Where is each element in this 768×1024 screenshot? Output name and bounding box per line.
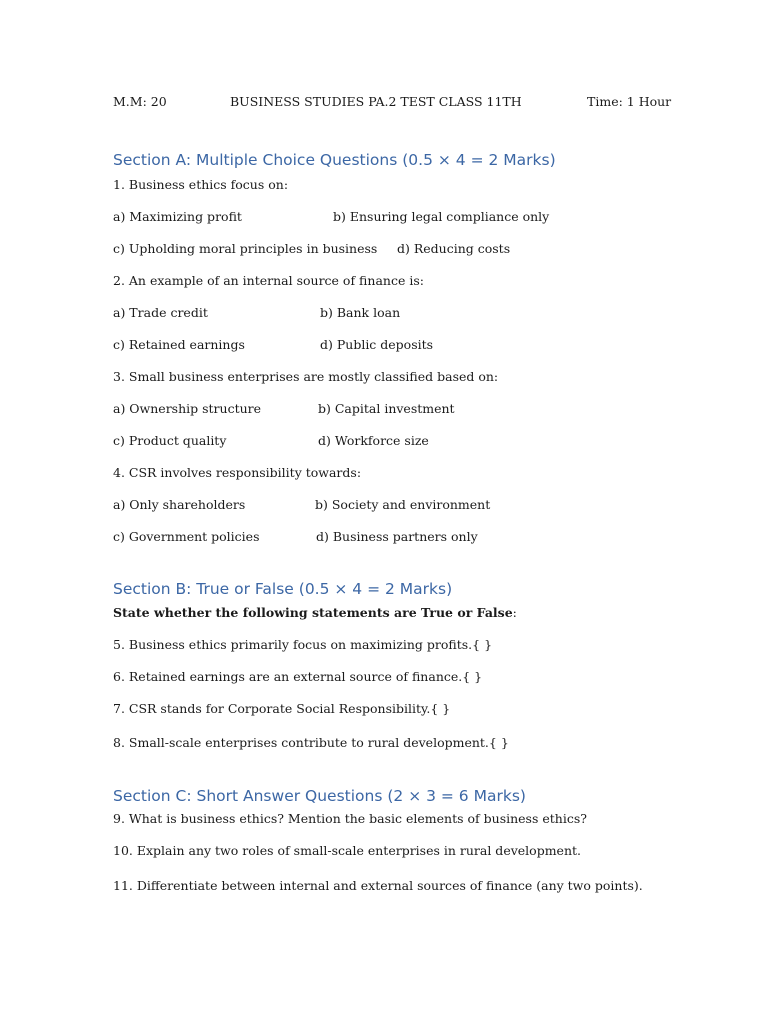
max-marks: M.M: 20 [113,94,167,109]
q3-option-c: c) Product quality [113,433,227,448]
q2-option-d: d) Public deposits [320,337,434,352]
q4-option-c: c) Government policies [113,529,260,544]
q3-option-a: a) Ownership structure [113,401,262,416]
q2-option-a: a) Trade credit [113,305,208,320]
q3-option-d: d) Workforce size [318,433,429,448]
statement-8: 8. Small-scale enterprises contribute to rural development.{ } [113,735,509,750]
test-title: BUSINESS STUDIES PA.2 TEST CLASS 11TH [230,94,522,109]
time-allowed: Time: 1 Hour [587,94,672,109]
question-10: 10. Explain any two roles of small-scale enterprises in rural development. [113,843,581,858]
instruction-colon: : [512,605,517,620]
question-2: 2. An example of an internal source of finance is: [113,273,424,288]
section-b-heading: Section B: True or False (0.5 × 4 = 2 Marks) [113,580,453,598]
q2-option-b: b) Bank loan [320,305,401,320]
q4-option-a: a) Only shareholders [113,497,246,512]
q3-option-b: b) Capital investment [318,401,455,416]
q1-option-b: b) Ensuring legal compliance only [333,209,550,224]
question-3: 3. Small business enterprises are mostly classified based on: [113,369,499,384]
section-b-instruction [113,607,517,620]
q1-option-c: c) Upholding moral principles in business [113,241,378,256]
statement-6: 6. Retained earnings are an external source of finance.{ } [113,669,483,684]
statement-7: 7. CSR stands for Corporate Social Responsibility.{ } [113,701,451,716]
section-a-heading: Section A: Multiple Choice Questions (0.5 × 4 = 2 Marks) [113,151,556,169]
q1-option-a: a) Maximizing profit [113,209,242,224]
instruction-text: State whether the following statements are True or False [113,605,513,620]
q4-option-d: d) Business partners only [316,529,478,544]
question-11: 11. Differentiate between internal and external sources of finance (any two points). [113,878,643,893]
statement-5: 5. Business ethics primarily focus on maximizing profits.{ } [113,637,493,652]
q4-option-b: b) Society and environment [315,497,491,512]
q2-option-c: c) Retained earnings [113,337,245,352]
question-1: 1. Business ethics focus on: [113,177,289,192]
q1-option-d: d) Reducing costs [397,241,511,256]
question-4: 4. CSR involves responsibility towards: [113,465,362,480]
question-9: 9. What is business ethics? Mention the basic elements of business ethics? [113,811,587,826]
section-c-heading: Section C: Short Answer Questions (2 × 3 = 6 Marks) [113,787,526,805]
